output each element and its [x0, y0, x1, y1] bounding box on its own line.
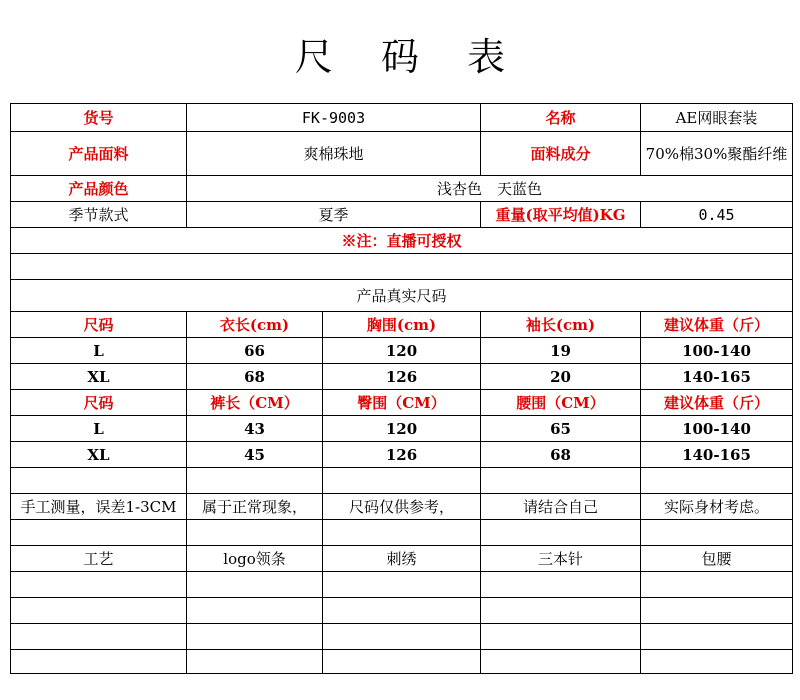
blank-row	[11, 254, 793, 280]
bottom-header-row	[11, 390, 793, 416]
composition-value: 70%棉30%聚酯纤维	[641, 132, 793, 176]
bottom-header-size: 尺码	[11, 390, 187, 416]
name-value: AE网眼套装	[641, 104, 793, 132]
blank-row	[11, 572, 793, 598]
top-header-size: 尺码	[11, 312, 187, 338]
table-cell: 100-140	[641, 338, 793, 364]
info-row-fabric	[11, 132, 793, 176]
table-cell: 126	[323, 364, 481, 390]
top-row-l	[11, 338, 793, 364]
weight-label: 重量(取平均值)KG	[481, 202, 641, 228]
top-header-row	[11, 312, 793, 338]
item-no-label: 货号	[11, 104, 187, 132]
craft-cell: logo领条	[187, 546, 323, 572]
season-value: 夏季	[187, 202, 481, 228]
note-text: ※注：直播可授权	[11, 228, 793, 254]
table-cell: L	[11, 338, 187, 364]
disclaimer-cell: 属于正常现象，	[187, 494, 323, 520]
table-cell: 120	[323, 416, 481, 442]
table-cell: 140-165	[641, 364, 793, 390]
bottom-row-xl	[11, 442, 793, 468]
craft-cell: 刺绣	[323, 546, 481, 572]
top-header-length: 衣长(cm)	[187, 312, 323, 338]
table-cell: XL	[11, 442, 187, 468]
section-title-row	[11, 280, 793, 312]
page-title	[0, 26, 800, 81]
size-chart-table	[10, 103, 793, 674]
craft-cell: 包腰	[641, 546, 793, 572]
disclaimer-cell: 实际身材考虑。	[641, 494, 793, 520]
table-cell: 20	[481, 364, 641, 390]
table-cell: 66	[187, 338, 323, 364]
disclaimer-row	[11, 494, 793, 520]
fabric-label: 产品面料	[11, 132, 187, 176]
top-row-xl	[11, 364, 793, 390]
bottom-header-length: 裤长（CM）	[187, 390, 323, 416]
section-title: 产品真实尺码	[11, 280, 793, 312]
disclaimer-cell: 请结合自己	[481, 494, 641, 520]
craft-row	[11, 546, 793, 572]
craft-cell: 工艺	[11, 546, 187, 572]
info-row-item	[11, 104, 793, 132]
top-header-sleeve: 袖长(cm)	[481, 312, 641, 338]
title-char-1: 尺	[294, 35, 333, 79]
blank-row	[11, 598, 793, 624]
craft-cell: 三本针	[481, 546, 641, 572]
table-cell: L	[11, 416, 187, 442]
title-char-3: 表	[467, 35, 506, 79]
weight-value: 0.45	[641, 202, 793, 228]
note-row	[11, 228, 793, 254]
disclaimer-cell: 手工测量，误差1-3CM	[11, 494, 187, 520]
disclaimer-cell: 尺码仅供参考，	[323, 494, 481, 520]
info-row-color	[11, 176, 793, 202]
table-cell: 43	[187, 416, 323, 442]
composition-label: 面料成分	[481, 132, 641, 176]
blank-row	[11, 624, 793, 650]
blank-row	[11, 520, 793, 546]
blank-row	[11, 468, 793, 494]
fabric-value: 爽棉珠地	[187, 132, 481, 176]
bottom-header-waist: 腰围（CM）	[481, 390, 641, 416]
table-cell: 120	[323, 338, 481, 364]
title-char-2: 码	[380, 35, 419, 79]
table-cell: 45	[187, 442, 323, 468]
bottom-header-hip: 臀围（CM）	[323, 390, 481, 416]
top-header-weight: 建议体重（斤）	[641, 312, 793, 338]
table-cell: XL	[11, 364, 187, 390]
blank-row	[11, 650, 793, 674]
bottom-header-weight: 建议体重（斤）	[641, 390, 793, 416]
item-no-value: FK-9003	[187, 104, 481, 132]
table-cell: 140-165	[641, 442, 793, 468]
table-cell: 68	[481, 442, 641, 468]
table-cell: 126	[323, 442, 481, 468]
table-cell: 68	[187, 364, 323, 390]
table-cell: 65	[481, 416, 641, 442]
top-header-chest: 胸围(cm)	[323, 312, 481, 338]
color-label: 产品颜色	[11, 176, 187, 202]
info-row-season	[11, 202, 793, 228]
table-cell: 100-140	[641, 416, 793, 442]
bottom-row-l	[11, 416, 793, 442]
season-label: 季节款式	[11, 202, 187, 228]
color-value: 浅杏色 天蓝色	[187, 176, 793, 202]
name-label: 名称	[481, 104, 641, 132]
table-cell: 19	[481, 338, 641, 364]
